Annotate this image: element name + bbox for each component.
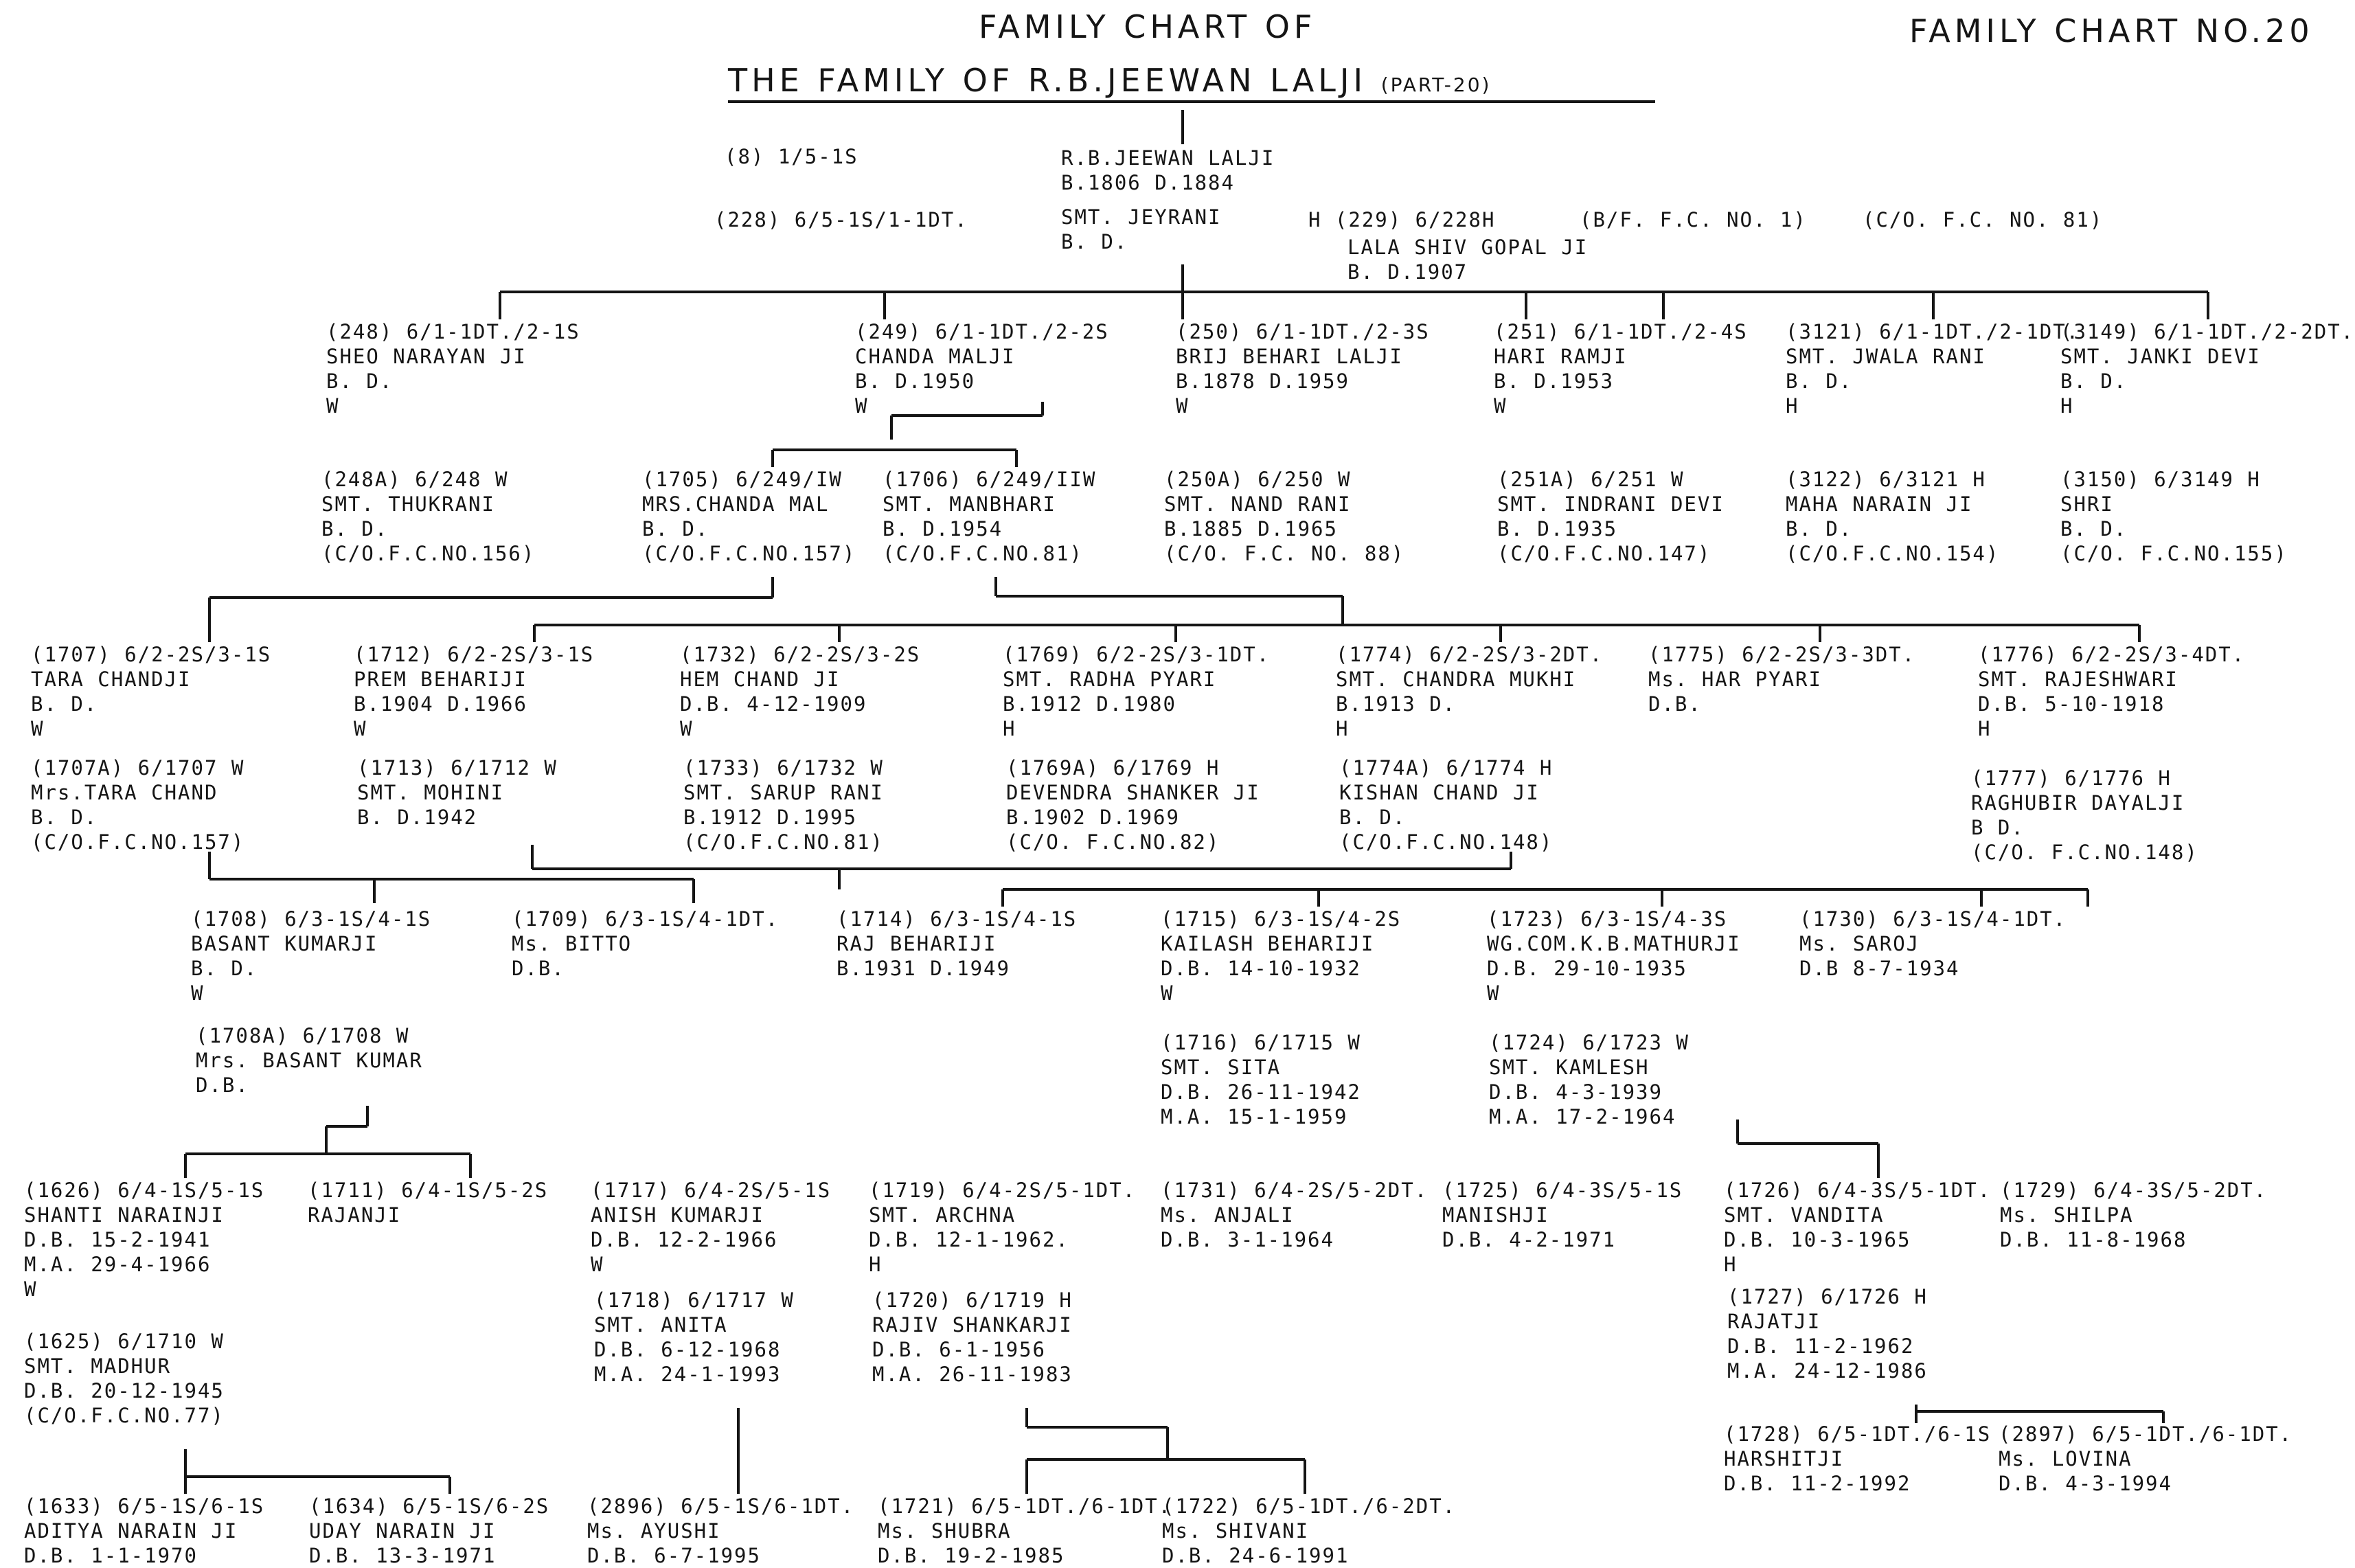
root-dates: B.1806 D.1884: [1061, 171, 1235, 194]
person-node: [24, 1494, 264, 1568]
root-ref-2: (C/O. F.C. NO. 81): [1863, 208, 2104, 231]
root-husband-code: H (229) 6/228H: [1308, 208, 1496, 231]
person-detail: D.B. 6-12-1968: [594, 1338, 782, 1361]
person-name: KISHAN CHAND JI: [1339, 781, 1540, 804]
person-detail: B. D.1953: [1494, 370, 1615, 393]
person-name: MRS.CHANDA MAL: [642, 492, 830, 516]
person-node: [869, 1178, 1136, 1277]
root-wife-code: (228) 6/5-1S/1-1DT.: [714, 208, 968, 231]
person-code: (1718) 6/1717 W: [594, 1288, 795, 1312]
person-node: [1971, 766, 2198, 865]
person-code: (248A) 6/248 W: [321, 468, 509, 491]
person-name: HEM CHAND JI: [680, 668, 841, 691]
root-husband-dates: B. D.1907: [1347, 260, 1468, 284]
person-node: [878, 1494, 1172, 1568]
person-node: [24, 1178, 264, 1302]
person-name: SHRI: [2060, 492, 2114, 516]
person-detail: W: [591, 1253, 604, 1276]
person-detail: B. D.1942: [357, 806, 478, 829]
person-detail: B. D.1935: [1497, 517, 1618, 541]
person-name: ADITYA NARAIN JI: [24, 1519, 238, 1543]
person-node: [326, 319, 580, 418]
person-code: (1775) 6/2-2S/3-3DT.: [1648, 643, 1916, 666]
person-detail: D.B. 10-3-1965: [1724, 1228, 1911, 1251]
person-name: SMT. JANKI DEVI: [2060, 345, 2261, 368]
person-node: [1336, 642, 1603, 741]
person-code: (1725) 6/4-3S/5-1S: [1442, 1179, 1683, 1202]
person-name: SMT. RAJESHWARI: [1978, 668, 2178, 691]
root-ref-1: (B/F. F.C. NO. 1): [1580, 208, 1807, 231]
person-code: (250A) 6/250 W: [1164, 468, 1352, 491]
person-name: SMT. RADHA PYARI: [1003, 668, 1217, 691]
person-node: [31, 642, 271, 741]
person-code: (1722) 6/5-1DT./6-2DT.: [1162, 1495, 1457, 1518]
person-detail: (C/O.F.C.NO.147): [1497, 542, 1711, 565]
person-code: (1708) 6/3-1S/4-1S: [191, 907, 432, 931]
person-code: (1777) 6/1776 H: [1971, 766, 2172, 790]
person-node: [1497, 467, 1725, 566]
person-node: [1724, 1178, 1991, 1277]
person-detail: B. D.: [2060, 517, 2128, 541]
person-name: Ms. ANJALI: [1161, 1203, 1295, 1227]
person-node: [1978, 642, 2245, 741]
person-detail: B. D.1950: [855, 370, 976, 393]
person-code: (1774A) 6/1774 H: [1339, 756, 1554, 780]
chart-title-line2: [728, 62, 1491, 99]
person-code: (1713) 6/1712 W: [357, 756, 558, 780]
person-code: (1731) 6/4-2S/5-2DT.: [1161, 1179, 1429, 1202]
person-node: [354, 642, 594, 741]
person-detail: D.B. 24-6-1991: [1162, 1544, 1350, 1567]
person-detail: (C/O.F.C.NO.157): [31, 830, 245, 854]
person-node: [683, 755, 884, 854]
person-detail: B. D.: [1786, 517, 1853, 541]
person-name: Ms. HAR PYARI: [1648, 668, 1822, 691]
person-code: (1707A) 6/1707 W: [31, 756, 245, 780]
person-name: MANISHJI: [1442, 1203, 1549, 1227]
person-node: [594, 1288, 795, 1387]
person-detail: H: [2060, 394, 2074, 418]
person-node: [1161, 1178, 1428, 1252]
person-name: Ms. LOVINA: [1999, 1447, 2132, 1470]
person-code: (1723) 6/3-1S/4-3S: [1487, 907, 1728, 931]
person-code: (1712) 6/2-2S/3-1S: [354, 643, 595, 666]
person-name: SMT. MADHUR: [24, 1354, 172, 1378]
person-detail: D.B. 19-2-1985: [878, 1544, 1065, 1567]
person-detail: W: [191, 981, 205, 1005]
person-node: [1786, 467, 1999, 566]
person-name: RAGHUBIR DAYALJI: [1971, 791, 2185, 815]
person-node: [357, 755, 558, 830]
person-name: SMT. INDRANI DEVI: [1497, 492, 1725, 516]
person-name: SMT. THUKRANI: [321, 492, 495, 516]
person-node: [1999, 1422, 2293, 1496]
person-detail: (C/O.F.C.NO.81): [683, 830, 884, 854]
person-code: (3122) 6/3121 H: [1786, 468, 1986, 491]
person-code: (1714) 6/3-1S/4-1S: [837, 907, 1078, 931]
person-name: RAJANJI: [308, 1203, 402, 1227]
person-name: SHANTI NARAINJI: [24, 1203, 225, 1227]
person-code: (1625) 6/1710 W: [24, 1330, 225, 1353]
person-detail: H: [1724, 1253, 1738, 1276]
person-detail: D.B. 20-12-1945: [24, 1379, 225, 1402]
person-name: RAJ BEHARIJI: [837, 932, 997, 955]
person-detail: B. D.: [31, 692, 98, 716]
person-node: [1648, 642, 1915, 716]
root-wife: [1061, 205, 1222, 254]
person-node: [309, 1494, 549, 1568]
person-detail: (C/O. F.C.NO.148): [1971, 841, 2198, 864]
person-code: (1707) 6/2-2S/3-1S: [31, 643, 272, 666]
person-detail: D.B. 12-1-1962.: [869, 1228, 1069, 1251]
person-detail: B.1912 D.1995: [683, 806, 857, 829]
person-name: HARI RAMJI: [1494, 345, 1628, 368]
person-name: DEVENDRA SHANKER JI: [1006, 781, 1260, 804]
person-name: SMT. JWALA RANI: [1786, 345, 1986, 368]
person-detail: (C/O. F.C.NO.155): [2060, 542, 2288, 565]
person-code: (1728) 6/5-1DT./6-1S: [1724, 1422, 1992, 1446]
person-name: SMT. NAND RANI: [1164, 492, 1352, 516]
person-node: [1161, 1030, 1361, 1129]
person-node: [308, 1178, 548, 1227]
person-detail: H: [869, 1253, 883, 1276]
person-detail: W: [326, 394, 340, 418]
person-detail: D.B. 29-10-1935: [1487, 957, 1687, 980]
person-name: TARA CHANDJI: [31, 668, 192, 691]
person-code: (1708A) 6/1708 W: [196, 1024, 410, 1047]
person-code: (2897) 6/5-1DT./6-1DT.: [1999, 1422, 2293, 1446]
person-detail: D.B. 15-2-1941: [24, 1228, 212, 1251]
person-name: Ms. AYUSHI: [587, 1519, 721, 1543]
person-code: (1769) 6/2-2S/3-1DT.: [1003, 643, 1271, 666]
chart-number: FAMILY CHART NO.20: [1909, 12, 2314, 49]
person-name: BRIJ BEHARI LALJI: [1176, 345, 1403, 368]
person-name: CHANDA MALJI: [855, 345, 1016, 368]
person-detail: B.1904 D.1966: [354, 692, 527, 716]
person-name: RAJATJI: [1727, 1310, 1821, 1333]
person-detail: B. D.: [326, 370, 394, 393]
person-detail: D.B. 4-12-1909: [680, 692, 867, 716]
person-detail: D.B. 13-3-1971: [309, 1544, 497, 1567]
person-detail: D.B. 11-2-1962: [1727, 1334, 1915, 1358]
person-detail: B. D.1954: [883, 517, 1003, 541]
person-node: [680, 642, 920, 741]
person-node: [196, 1023, 423, 1098]
person-node: [1006, 755, 1260, 854]
person-detail: B.1912 D.1980: [1003, 692, 1176, 716]
person-node: [591, 1178, 831, 1277]
person-name: SMT. KAMLESH: [1489, 1056, 1650, 1079]
person-code: (250) 6/1-1DT./2-3S: [1176, 320, 1430, 343]
person-code: (1633) 6/5-1S/6-1S: [24, 1495, 265, 1518]
person-node: [2000, 1178, 2267, 1252]
person-detail: B.1878 D.1959: [1176, 370, 1350, 393]
person-code: (1727) 6/1726 H: [1727, 1285, 1928, 1308]
person-code: (1776) 6/2-2S/3-4DT.: [1978, 643, 2246, 666]
person-node: [512, 907, 779, 981]
person-detail: B.1913 D.: [1336, 692, 1457, 716]
person-node: [1786, 319, 2080, 418]
person-code: (1706) 6/249/IIW: [883, 468, 1097, 491]
root-wife-dates: B. D.: [1061, 230, 1128, 253]
person-code: (1732) 6/2-2S/3-2S: [680, 643, 921, 666]
person-name: BASANT KUMARJI: [191, 932, 378, 955]
person-code: (1709) 6/3-1S/4-1DT.: [512, 907, 780, 931]
person-detail: D.B. 6-1-1956: [872, 1338, 1046, 1361]
person-name: Ms. SHIVANI: [1162, 1519, 1310, 1543]
person-node: [1489, 1030, 1690, 1129]
person-node: [1162, 1494, 1456, 1568]
person-node: [321, 467, 535, 566]
chart-title-line1: FAMILY CHART OF: [979, 8, 1317, 45]
person-code: (3121) 6/1-1DT./2-1DT.: [1786, 320, 2080, 343]
person-detail: B.1931 D.1949: [837, 957, 1010, 980]
person-node: [872, 1288, 1073, 1387]
person-detail: D.B. 4-2-1971: [1442, 1228, 1616, 1251]
person-detail: (C/O.F.C.NO.77): [24, 1404, 225, 1427]
person-detail: D.B.: [196, 1073, 249, 1097]
person-code: (1711) 6/4-1S/5-2S: [308, 1179, 549, 1202]
person-node: [1724, 1422, 1991, 1496]
person-node: [1161, 907, 1401, 1005]
person-name: MAHA NARAIN JI: [1786, 492, 1973, 516]
person-detail: (C/O.F.C.NO.154): [1786, 542, 2000, 565]
person-detail: H: [1003, 717, 1016, 740]
person-detail: D.B. 4-3-1994: [1999, 1472, 2172, 1495]
person-detail: B. D.: [642, 517, 709, 541]
root-person: [1061, 146, 1275, 195]
person-detail: (C/O.F.C.NO.148): [1339, 830, 1554, 854]
root-husband-name: LALA SHIV GOPAL JI: [1347, 236, 1589, 259]
person-code: (248) 6/1-1DT./2-1S: [326, 320, 580, 343]
root-name: R.B.JEEWAN LALJI: [1061, 146, 1275, 170]
root-code: (8) 1/5-1S: [725, 145, 858, 168]
person-node: [24, 1329, 225, 1428]
person-name: PREM BEHARIJI: [354, 668, 527, 691]
person-code: (1719) 6/4-2S/5-1DT.: [869, 1179, 1137, 1202]
person-node: [31, 755, 244, 854]
person-detail: D.B. 3-1-1964: [1161, 1228, 1334, 1251]
chart-part-label: (PART-20): [1380, 73, 1492, 96]
person-detail: M.A. 15-1-1959: [1161, 1105, 1348, 1128]
person-name: SMT. VANDITA: [1724, 1203, 1885, 1227]
person-detail: B.1902 D.1969: [1006, 806, 1180, 829]
person-name: Ms. BITTO: [512, 932, 633, 955]
person-detail: W: [855, 394, 869, 418]
person-detail: D.B. 1-1-1970: [24, 1544, 198, 1567]
root-husband: [1347, 235, 1588, 284]
person-detail: W: [31, 717, 45, 740]
person-code: (1724) 6/1723 W: [1489, 1031, 1690, 1054]
person-code: (249) 6/1-1DT./2-2S: [855, 320, 1109, 343]
person-node: [1799, 907, 2067, 981]
person-code: (1729) 6/4-3S/5-2DT.: [2000, 1179, 2268, 1202]
person-name: Ms. SHILPA: [2000, 1203, 2134, 1227]
person-detail: (C/O.F.C.NO.157): [642, 542, 856, 565]
person-detail: B D.: [1971, 816, 2025, 839]
person-detail: D.B. 4-3-1939: [1489, 1080, 1663, 1104]
person-node: [2060, 467, 2288, 566]
person-detail: M.A. 17-2-1964: [1489, 1105, 1676, 1128]
person-node: [1003, 642, 1270, 741]
person-detail: M.A. 24-1-1993: [594, 1363, 782, 1386]
person-detail: D.B. 11-2-1992: [1724, 1472, 1911, 1495]
person-code: (3150) 6/3149 H: [2060, 468, 2261, 491]
person-detail: H: [1978, 717, 1992, 740]
person-name: SMT. SARUP RANI: [683, 781, 884, 804]
person-node: [1164, 467, 1404, 566]
person-node: [1339, 755, 1553, 854]
person-name: SMT. CHANDRA MUKHI: [1336, 668, 1577, 691]
person-detail: B. D.: [1786, 370, 1853, 393]
person-name: SHEO NARAYAN JI: [326, 345, 527, 368]
person-node: [1727, 1284, 1928, 1383]
person-detail: H: [1786, 394, 1799, 418]
person-name: RAJIV SHANKARJI: [872, 1313, 1073, 1337]
person-detail: B. D.: [191, 957, 258, 980]
chart-title-family: THE FAMILY OF R.B.JEEWAN LALJI: [728, 62, 1367, 99]
person-detail: D.B.: [1648, 692, 1702, 716]
person-code: (1716) 6/1715 W: [1161, 1031, 1361, 1054]
person-detail: B. D.: [31, 806, 98, 829]
person-code: (2896) 6/5-1S/6-1DT.: [587, 1495, 855, 1518]
person-node: [855, 319, 1109, 418]
person-detail: M.A. 26-11-1983: [872, 1363, 1073, 1386]
person-code: (1705) 6/249/IW: [642, 468, 843, 491]
person-detail: B. D.: [1339, 806, 1407, 829]
person-name: Ms. SHUBRA: [878, 1519, 1012, 1543]
person-node: [587, 1494, 854, 1568]
person-detail: D.B. 14-10-1932: [1161, 957, 1361, 980]
person-detail: W: [1487, 981, 1501, 1005]
person-detail: W: [680, 717, 694, 740]
person-detail: W: [24, 1277, 38, 1301]
person-detail: D.B. 5-10-1918: [1978, 692, 2165, 716]
person-detail: H: [1336, 717, 1350, 740]
person-node: [883, 467, 1096, 566]
person-name: SMT. ARCHNA: [869, 1203, 1016, 1227]
person-name: UDAY NARAIN JI: [309, 1519, 497, 1543]
person-code: (1774) 6/2-2S/3-2DT.: [1336, 643, 1604, 666]
person-name: Mrs.TARA CHAND: [31, 781, 218, 804]
person-code: (1720) 6/1719 H: [872, 1288, 1073, 1312]
person-detail: M.A. 29-4-1966: [24, 1253, 212, 1276]
person-detail: D.B 8-7-1934: [1799, 957, 1960, 980]
person-detail: B.1885 D.1965: [1164, 517, 1338, 541]
person-code: (251A) 6/251 W: [1497, 468, 1685, 491]
person-code: (1769A) 6/1769 H: [1006, 756, 1220, 780]
person-name: Ms. SAROJ: [1799, 932, 1920, 955]
person-detail: W: [354, 717, 367, 740]
person-detail: (C/O. F.C. NO. 88): [1164, 542, 1405, 565]
person-code: (1730) 6/3-1S/4-1DT.: [1799, 907, 2067, 931]
person-code: (1721) 6/5-1DT./6-1DT.: [878, 1495, 1172, 1518]
person-detail: D.B.: [512, 957, 565, 980]
person-name: SMT. MANBHARI: [883, 492, 1056, 516]
person-node: [1494, 319, 1748, 418]
person-node: [2060, 319, 2354, 418]
person-code: (1715) 6/3-1S/4-2S: [1161, 907, 1402, 931]
person-detail: D.B. 26-11-1942: [1161, 1080, 1361, 1104]
person-code: (1733) 6/1732 W: [683, 756, 884, 780]
person-node: [1487, 907, 1741, 1005]
person-node: [1176, 319, 1430, 418]
person-code: (1726) 6/4-3S/5-1DT.: [1724, 1179, 1992, 1202]
person-name: ANISH KUMARJI: [591, 1203, 764, 1227]
person-detail: W: [1494, 394, 1508, 418]
person-detail: D.B. 6-7-1995: [587, 1544, 761, 1567]
person-code: (251) 6/1-1DT./2-4S: [1494, 320, 1748, 343]
person-node: [642, 467, 856, 566]
person-detail: W: [1161, 981, 1174, 1005]
person-detail: W: [1176, 394, 1190, 418]
person-detail: (C/O.F.C.NO.156): [321, 542, 536, 565]
person-detail: B. D.: [321, 517, 389, 541]
person-name: KAILASH BEHARIJI: [1161, 932, 1375, 955]
person-name: Mrs. BASANT KUMAR: [196, 1049, 423, 1072]
person-node: [191, 907, 431, 1005]
root-wife-name: SMT. JEYRANI: [1061, 205, 1222, 229]
person-name: WG.COM.K.B.MATHURJI: [1487, 932, 1741, 955]
person-code: (1626) 6/4-1S/5-1S: [24, 1179, 265, 1202]
person-code: (1717) 6/4-2S/5-1S: [591, 1179, 832, 1202]
person-detail: D.B. 11-8-1968: [2000, 1228, 2187, 1251]
person-detail: (C/O. F.C.NO.82): [1006, 830, 1220, 854]
person-detail: B. D.: [2060, 370, 2128, 393]
person-name: SMT. SITA: [1161, 1056, 1282, 1079]
person-code: (3149) 6/1-1DT./2-2DT.: [2060, 320, 2355, 343]
person-detail: (C/O.F.C.NO.81): [883, 542, 1083, 565]
person-detail: M.A. 24-12-1986: [1727, 1359, 1928, 1383]
person-detail: D.B. 12-2-1966: [591, 1228, 778, 1251]
person-node: [1442, 1178, 1683, 1252]
person-name: SMT. MOHINI: [357, 781, 505, 804]
person-node: [837, 907, 1077, 981]
person-code: (1634) 6/5-1S/6-2S: [309, 1495, 550, 1518]
person-name: SMT. ANITA: [594, 1313, 728, 1337]
person-name: HARSHITJI: [1724, 1447, 1845, 1470]
